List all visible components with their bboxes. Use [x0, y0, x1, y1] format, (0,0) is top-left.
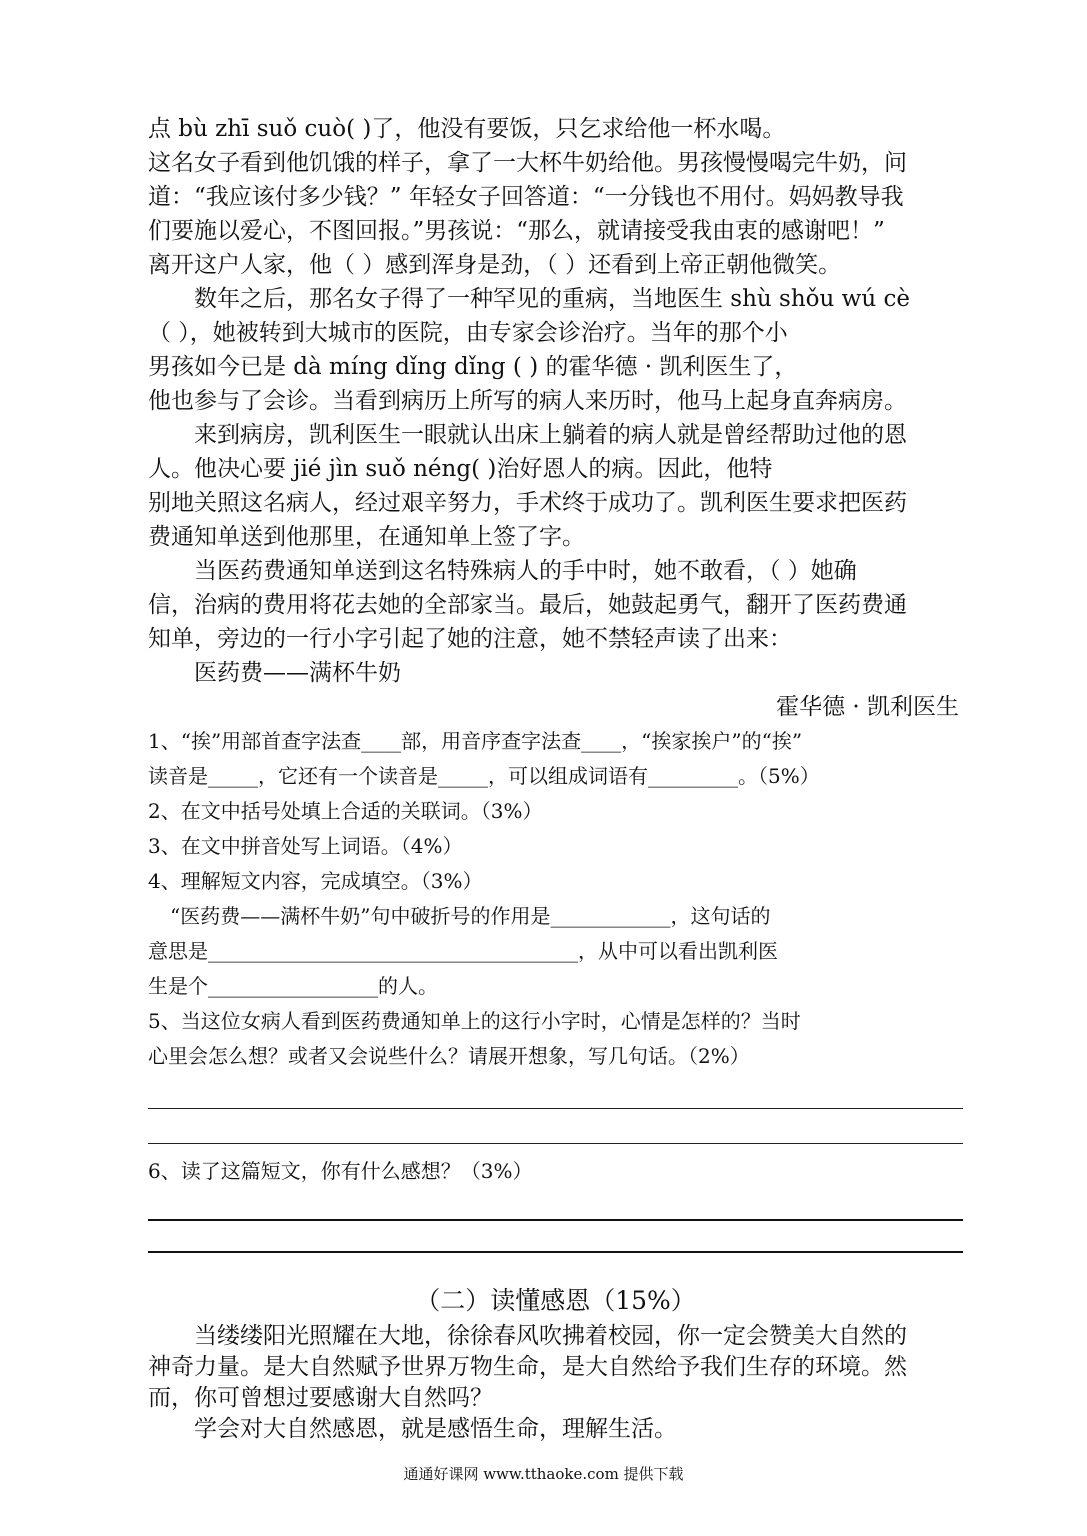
- question-1-cont: 读音是_____，它还有一个读音是_____，可以组成词语有_________。（5%）: [148, 764, 820, 788]
- passage-line: 道：“我应该付多少钱？” 年轻女子回答道：“一分钱也不用付。妈妈教导我: [148, 184, 904, 210]
- passage-line: 这名女子看到他饥饿的样子，拿了一大杯牛奶给他。男孩慢慢喝完牛奶，问: [148, 150, 907, 176]
- passage-line: 费通知单送到他那里，在通知单上签了字。: [148, 524, 585, 550]
- passage-line: 而，你可曾想过要感谢大自然吗？: [148, 1385, 493, 1411]
- passage-line: 来到病房，凯利医生一眼就认出床上躺着的病人就是曾经帮助过他的恩: [194, 422, 907, 448]
- answer-line[interactable]: [148, 1123, 963, 1144]
- question-4-blank-1: “医药费——满杯牛奶”句中破折号的作用是____________，这句话的: [170, 904, 771, 928]
- question-2: 2、在文中括号处填上合适的关联词。（3%）: [148, 799, 543, 823]
- question-6: 6、读了这篇短文，你有什么感想？（3%）: [148, 1159, 533, 1183]
- passage-line: 他也参与了会诊。当看到病历上所写的病人来历时，他马上起身直奔病房。: [148, 388, 907, 414]
- question-1: 1、“挨”用部首查字法查____部，用音序查字法查____，“挨家挨户”的“挨”: [148, 729, 803, 753]
- passage-line: 学会对大自然感恩，就是感悟生命，理解生活。: [194, 1416, 677, 1442]
- answer-line[interactable]: [148, 1088, 963, 1109]
- passage-line: 神奇力量。是大自然赋予世界万物生命，是大自然给予我们生存的环境。然: [148, 1354, 907, 1380]
- question-3: 3、在文中拼音处写上词语。（4%）: [148, 834, 463, 858]
- answer-line[interactable]: [148, 1221, 963, 1253]
- passage-line: 男孩如今已是 dà míng dǐng dǐng ( ) 的霍华德 · 凯利医生了，: [148, 354, 798, 380]
- passage-line: 别地关照这名病人，经过艰辛努力，手术终于成功了。凯利医生要求把医药: [148, 490, 907, 516]
- passage-line: 点 bù zhī suǒ cuò( )了，他没有要饭，只乞求给他一杯水喝。: [148, 116, 786, 142]
- passage-line: （ ），她被转到大城市的医院，由专家会诊治疗。当年的那个小: [148, 320, 788, 346]
- worksheet-page: [148, 112, 963, 1445]
- reading-passage: [148, 112, 963, 724]
- passage-line: 离开这户人家，他（ ）感到浑身是劲，（ ）还看到上帝正朝他微笑。: [148, 252, 842, 278]
- answer-line[interactable]: [148, 1189, 963, 1221]
- question-4-blank-3: 生是个_________________的人。: [148, 974, 438, 998]
- section-title: （二）读懂感恩（15%）: [415, 1286, 696, 1315]
- page-footer: 通通好课网 www.tthaoke.com 提供下载: [403, 1465, 684, 1483]
- question-4: 4、理解短文内容，完成填空。（3%）: [148, 869, 483, 893]
- question-5-cont: 心里会怎么想？或者又会说些什么？请展开想象，写几句话。（2%）: [148, 1044, 750, 1068]
- passage-signature: 霍华德 · 凯利医生: [776, 694, 959, 720]
- section-2-passage: [148, 1321, 963, 1445]
- passage-line: 当医药费通知单送到这名特殊病人的手中时，她不敢看，（ ）她确: [194, 558, 857, 584]
- passage-line: 当缕缕阳光照耀在大地，徐徐春风吹拂着校园，你一定会赞美大自然的: [194, 1323, 907, 1349]
- questions: [148, 724, 963, 1253]
- passage-line: 们要施以爱心，不图回报。”男孩说：“那么，就请接受我由衷的感谢吧！”: [148, 218, 885, 244]
- passage-line: 医药费——满杯牛奶: [194, 660, 401, 686]
- passage-line: 信，治病的费用将花去她的全部家当。最后，她鼓起勇气，翻开了医药费通: [148, 592, 907, 618]
- question-5: 5、当这位女病人看到医药费通知单上的这行小字时，心情是怎样的？当时: [148, 1009, 801, 1033]
- passage-line: 数年之后，那名女子得了一种罕见的重病，当地医生 shù shǒu wú cè: [194, 286, 910, 312]
- passage-line: 知单，旁边的一行小字引起了她的注意，她不禁轻声读了出来：: [148, 626, 792, 652]
- passage-line: 人。他决心要 jié jìn suǒ néng( )治好恩人的病。因此，他特: [148, 456, 773, 482]
- question-4-blank-2: 意思是_____________________________________，从中可以看出凯利医: [148, 939, 778, 963]
